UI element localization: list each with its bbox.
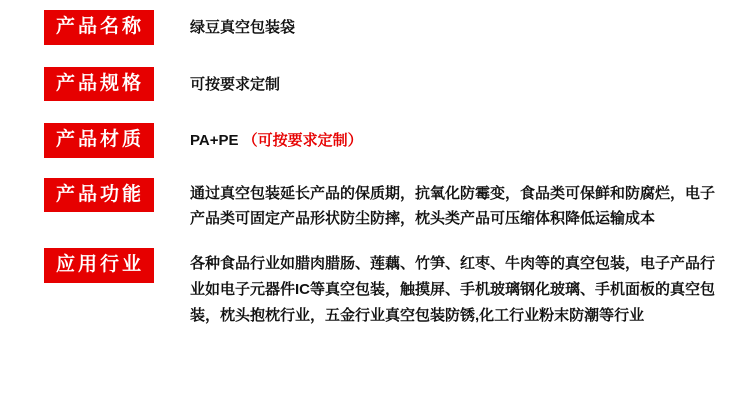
label-cell-product-name <box>0 10 190 45</box>
value-cell-application-industry <box>190 248 750 328</box>
label-badge-product-spec: 产品规格 <box>44 67 154 102</box>
label-badge-product-name: 产品名称 <box>44 10 154 45</box>
value-cell-product-name <box>190 10 750 41</box>
label-badge-application-industry: 应用行业 <box>44 248 154 283</box>
label-badge-product-function: 产品功能 <box>44 178 154 213</box>
value-text-product-spec: 可按要求定制 <box>190 75 281 93</box>
value-text-product-material: PA+PE <box>190 132 239 150</box>
label-cell-product-function <box>0 178 190 213</box>
value-text-application-industry: 各种食品行业如腊肉腊肠、莲藕、竹笋、红枣、牛肉等的真空包装，电子产品行业如电子元器件IC等真空包装，触摸屏、手机玻璃钢化玻璃、手机面板的真空包装，枕头抱枕行业，五金行业真空包装防锈,化工行业粉末防潮等行业 <box>190 255 716 324</box>
spec-row-product-name <box>0 10 750 45</box>
value-text-product-name: 绿豆真空包装袋 <box>190 19 296 36</box>
spec-row-product-spec <box>0 67 750 102</box>
spec-row-product-material <box>0 123 750 158</box>
label-badge-product-material: 产品材质 <box>44 123 154 158</box>
label-cell-product-material <box>0 123 190 158</box>
spec-row-application-industry <box>0 248 750 328</box>
value-cell-product-function <box>190 178 750 233</box>
label-cell-product-spec <box>0 67 190 102</box>
value-text-product-function: 通过真空包装延长产品的保质期，抗氧化防霉变，食品类可保鲜和防腐烂，电子产品类可固定产品形状防尘防摔，枕头类产品可压缩体积降低运输成本 <box>190 184 716 228</box>
label-cell-application-industry <box>0 248 190 283</box>
value-note-product-material: （可按要求定制） <box>242 132 363 150</box>
value-cell-product-spec <box>190 67 750 98</box>
spec-row-product-function <box>0 178 750 233</box>
value-cell-product-material <box>190 123 750 154</box>
